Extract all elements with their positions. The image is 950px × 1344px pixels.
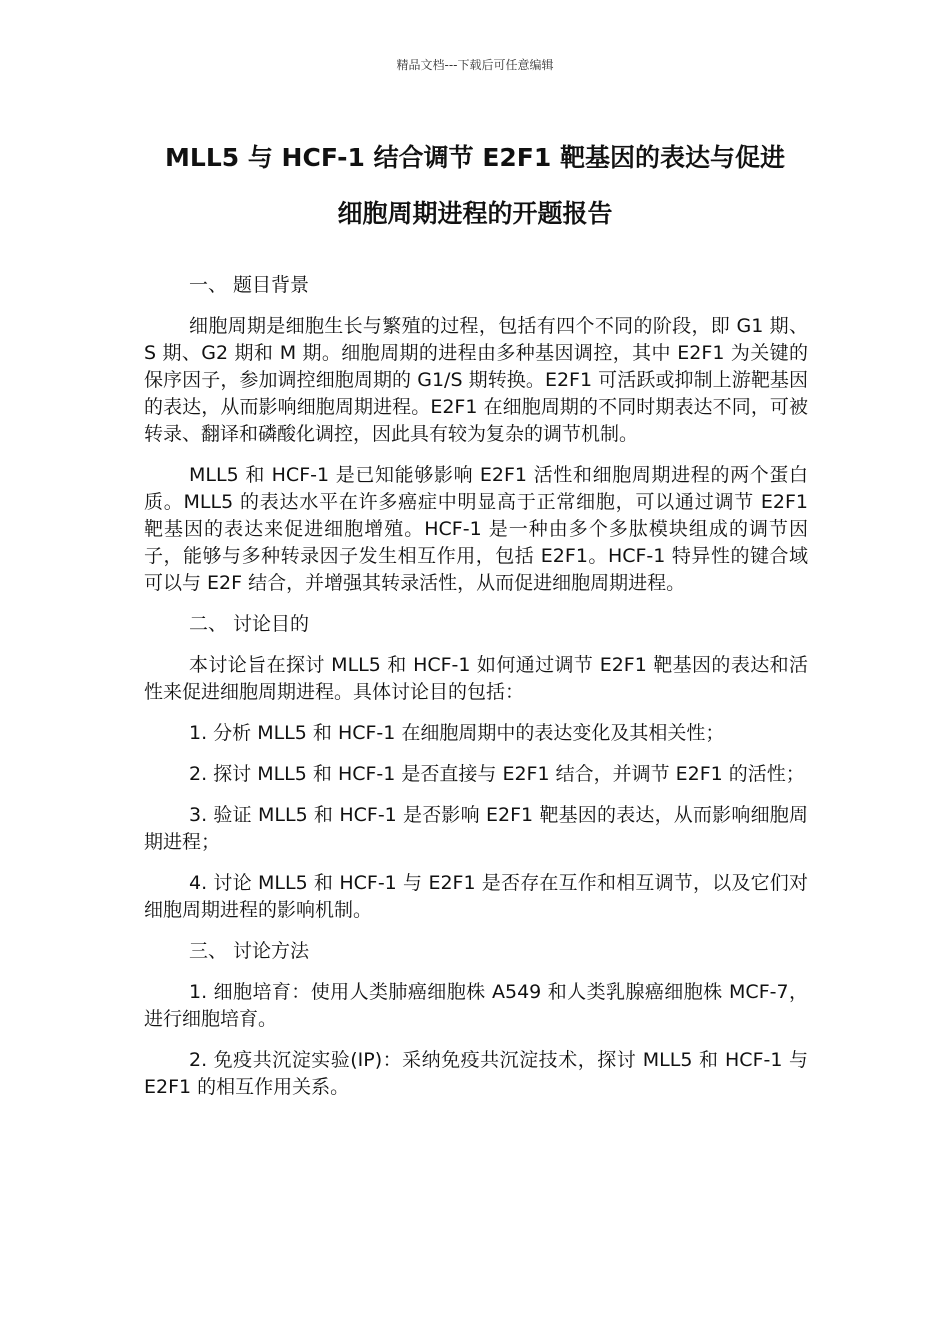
paragraph: 本讨论旨在探讨 MLL5 和 HCF-1 如何通过调节 E2F1 靶基因的表达和活性来促进细胞周期进程。具体讨论目的包括： xyxy=(144,654,808,703)
list-item: 1. 细胞培育：使用人类肺癌细胞株 A549 和人类乳腺癌细胞株 MCF-7，进行细胞培育。 xyxy=(144,981,808,1030)
list-item: 4. 讨论 MLL5 和 HCF-1 与 E2F1 是否存在互作和相互调节，以及它们对细胞周期进程的影响机制。 xyxy=(144,872,808,921)
title-line-1: MLL5 与 HCF-1 结合调节 E2F1 靶基因的表达与促进 xyxy=(165,143,785,172)
section-heading-background: 一、 题目背景 xyxy=(189,274,310,296)
list-item: 1. 分析 MLL5 和 HCF-1 在细胞周期中的表达变化及其相关性； xyxy=(189,722,725,744)
document-body xyxy=(144,272,808,1115)
list-item: 3. 验证 MLL5 和 HCF-1 是否影响 E2F1 靶基因的表达，从而影响细胞周期进程； xyxy=(144,804,808,853)
document-title xyxy=(120,130,830,242)
section-heading-methods: 三、 讨论方法 xyxy=(189,940,310,962)
title-line-2: 细胞周期进程的开题报告 xyxy=(337,199,613,228)
paragraph: 细胞周期是细胞生长与繁殖的过程，包括有四个不同的阶段，即 G1 期、S 期、G2 期和 M 期。细胞周期的进程由多种基因调控，其中 E2F1 为关键的保序因子，参加调控细胞周期的 G1/S 期转换。E2F1 可活跃或抑制上游靶基因的表达，从而影响细胞周期进程。E2F1 在细胞周期的不同时期表达不同，可被转录、翻译和磷酸化调控，因此具有较为复杂的调节机制。 xyxy=(144,315,808,445)
list-item: 2. 探讨 MLL5 和 HCF-1 是否直接与 E2F1 结合，并调节 E2F1 的活性； xyxy=(189,763,805,785)
list-item: 2. 免疫共沉淀实验(IP)：采纳免疫共沉淀技术，探讨 MLL5 和 HCF-1 与 E2F1 的相互作用关系。 xyxy=(144,1049,808,1098)
paragraph: MLL5 和 HCF-1 是已知能够影响 E2F1 活性和细胞周期进程的两个蛋白质。MLL5 的表达水平在许多癌症中明显高于正常细胞，可以通过调节 E2F1 靶基因的表达来促进细胞增殖。HCF-1 是一种由多个多肽模块组成的调节因子，能够与多种转录因子发生相互作用，包括 E2F1。HCF-1 特异性的键合域可以与 E2F 结合，并增强其转录活性，从而促进细胞周期进程。 xyxy=(144,464,808,594)
section-heading-purpose: 二、 讨论目的 xyxy=(189,613,310,635)
header-note: 精品文档---下载后可任意编辑 xyxy=(396,58,554,72)
